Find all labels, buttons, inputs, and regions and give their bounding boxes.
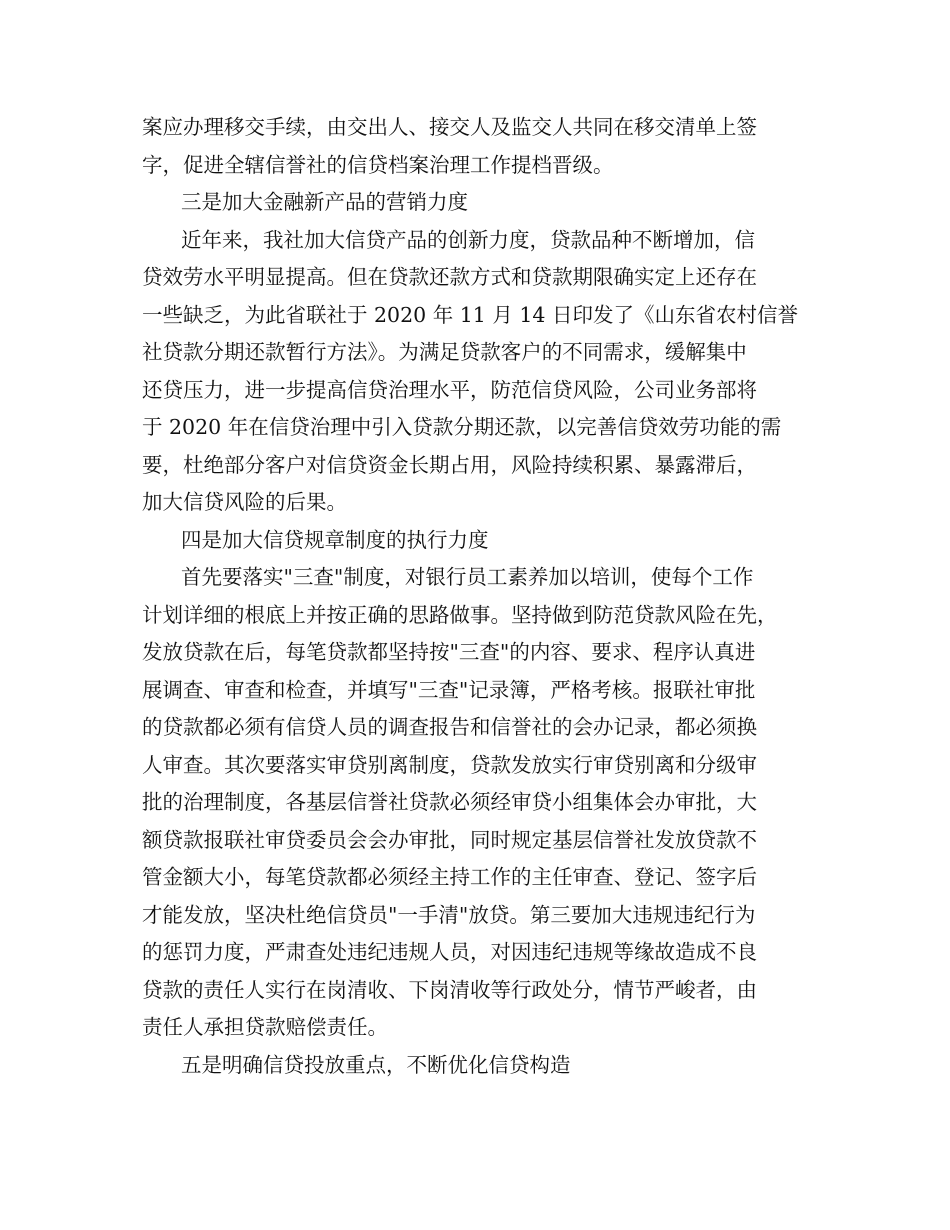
section-heading: 五是明确信贷投放重点，不断优化信贷构造	[181, 1052, 571, 1077]
text-line: 管金额大小，每笔贷款都必须经主持工作的主任审查、登记、签字后	[142, 865, 757, 889]
text-line: 一些缺乏，为此省联社于 2020 年 11 月 14 日印发了《山东省农村信誉	[142, 302, 798, 327]
text-line: 要，杜绝部分客户对信贷资金长期占用，风险持续积累、暴露滞后，	[142, 452, 757, 477]
text-line: 的贷款都必须有信贷人员的调查报告和信誉社的会办记录，都必须换	[142, 715, 757, 739]
text-line: 案应办理移交手续，由交出人、接交人及监交人共同在移交清单上签	[142, 115, 757, 139]
text-line: 批的治理制度，各基层信誉社贷款必须经审贷小组集体会办审批，大	[142, 790, 757, 814]
text-line: 才能发放，坚决杜绝信贷员"一手清"放贷。第三要加大违规违纪行为	[142, 902, 756, 927]
text-line: 社贷款分期还款暂行方法》。为满足贷款客户的不同需求，缓解集中	[142, 340, 747, 364]
text-line: 贷款的责任人实行在岗清收、下岗清收等行政处分，情节严峻者，由	[142, 977, 757, 1002]
text-line: 加大信贷风险的后果。	[142, 490, 347, 514]
section-heading: 三是加大金融新产品的营销力度	[181, 190, 468, 214]
text-line: 发放贷款在后，每笔贷款都坚持按"三查"的内容、要求、程序认真进	[142, 640, 756, 664]
document-body	[142, 109, 830, 1084]
text-line: 的惩罚力度，严肃查处违纪违规人员，对因违纪违规等缘故造成不良	[142, 940, 757, 964]
text-line: 近年来，我社加大信贷产品的创新力度，贷款品种不断增加，信	[181, 227, 755, 252]
text-line: 计划详细的根底上并按正确的思路做事。坚持做到防范贷款风险在先，	[142, 602, 778, 627]
text-line: 贷效劳水平明显提高。但在贷款还款方式和贷款期限确实定上还存在	[142, 265, 757, 289]
text-line: 额贷款报联社审贷委员会会办审批，同时规定基层信誉社发放贷款不	[142, 827, 757, 852]
text-line: 展调查、审查和检查，并填写"三查"记录簿，严格考核。报联社审批	[142, 677, 756, 702]
text-line: 字，促进全辖信誉社的信贷档案治理工作提档晋级。	[142, 152, 614, 177]
text-line: 于 2020 年在信贷治理中引入贷款分期还款，以完善信贷效劳功能的需	[142, 415, 782, 439]
section-heading: 四是加大信贷规章制度的执行力度	[181, 527, 489, 552]
text-line: 人审查。其次要落实审贷别离制度，贷款发放实行审贷别离和分级审	[142, 752, 757, 777]
text-line: 首先要落实"三查"制度，对银行员工素养加以培训，使每个工作	[181, 565, 754, 589]
text-line: 责任人承担贷款赔偿责任。	[142, 1015, 388, 1039]
text-line: 还贷压力，进一步提高信贷治理水平，防范信贷风险，公司业务部将	[142, 377, 757, 402]
